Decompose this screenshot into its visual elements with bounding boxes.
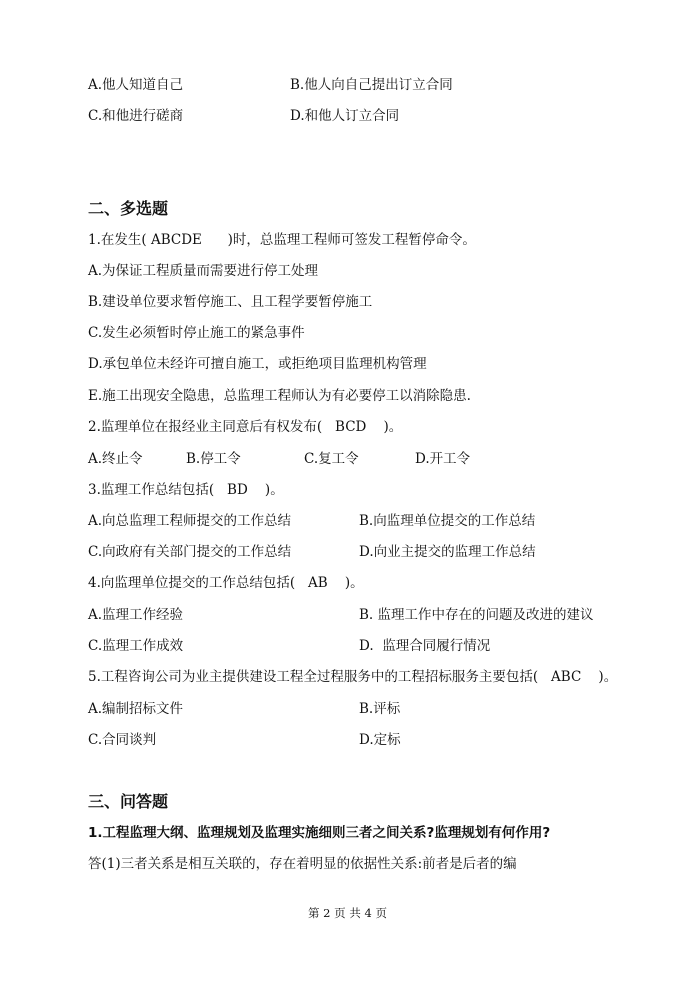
q1-stem: 1.在发生( ABCDE )时，总监理工程师可签发工程暂停命令。 [88,232,476,248]
q1-option-b: B.建设单位要求暂停施工、且工程学要暂停施工 [88,294,373,310]
q4-option-a: A.监理工作经验 [88,607,184,623]
q1-option-a: A.为保证工程质量而需要进行停工处理 [88,263,319,279]
section-title-multiple-choice: 二、多选题 [88,199,169,218]
q3-option-c: C.向政府有关部门提交的工作总结 [88,544,292,560]
q1-option-c: C.发生必须暂时停止施工的紧急事件 [88,325,305,341]
q5-option-a: A.编制招标文件 [88,701,184,717]
q3-option-a: A.向总监理工程师提交的工作总结 [88,513,292,529]
q2-option-a: A.终止令 [88,451,143,467]
q2-option-b: B.停工令 [186,451,241,467]
q1-option-e: E.施工出现安全隐患，总监理工程师认为有必要停工以消除隐患. [88,388,471,404]
q4-option-b: B. 监理工作中存在的问题及改进的建议 [359,607,594,623]
q1-option-d: D.承包单位未经许可擅自施工，或拒绝项目监理机构管理 [88,356,427,372]
q4-option-d: D. 监理合同履行情况 [359,638,491,654]
option-a: A.他人知道自己 [88,77,184,93]
q2-option-d: D.开工令 [415,451,471,467]
qa1-answer: 答(1)三者关系是相互关联的，存在着明显的依据性关系:前者是后者的编 [88,856,517,872]
q5-option-d: D.定标 [359,732,401,748]
q5-stem: 5.工程咨询公司为业主提供建设工程全过程服务中的工程招标服务主要包括( ABC )。 [88,669,618,685]
option-b: B.他人向自己提出订立合同 [290,77,453,93]
q3-option-b: B.向监理单位提交的工作总结 [359,513,536,529]
q2-option-c: C.复工令 [304,451,359,467]
option-c: C.和他进行磋商 [88,108,184,124]
q4-option-c: C.监理工作成效 [88,638,184,654]
qa1-question: 1.工程监理大纲、监理规划及监理实施细则三者之间关系?监理规划有何作用? [88,825,551,841]
q2-stem: 2.监理单位在报经业主同意后有权发布( BCD )。 [88,419,403,435]
q3-option-d: D.向业主提交的监理工作总结 [359,544,536,560]
q5-option-c: C.合同谈判 [88,732,157,748]
page-footer: 第 2 页 共 4 页 [308,906,387,920]
section-title-qa: 三、问答题 [88,792,169,811]
q3-stem: 3.监理工作总结包括( BD )。 [88,482,284,498]
q4-stem: 4.向监理单位提交的工作总结包括( AB )。 [88,575,364,591]
option-d: D.和他人订立合同 [290,108,400,124]
q5-option-b: B.评标 [359,701,401,717]
